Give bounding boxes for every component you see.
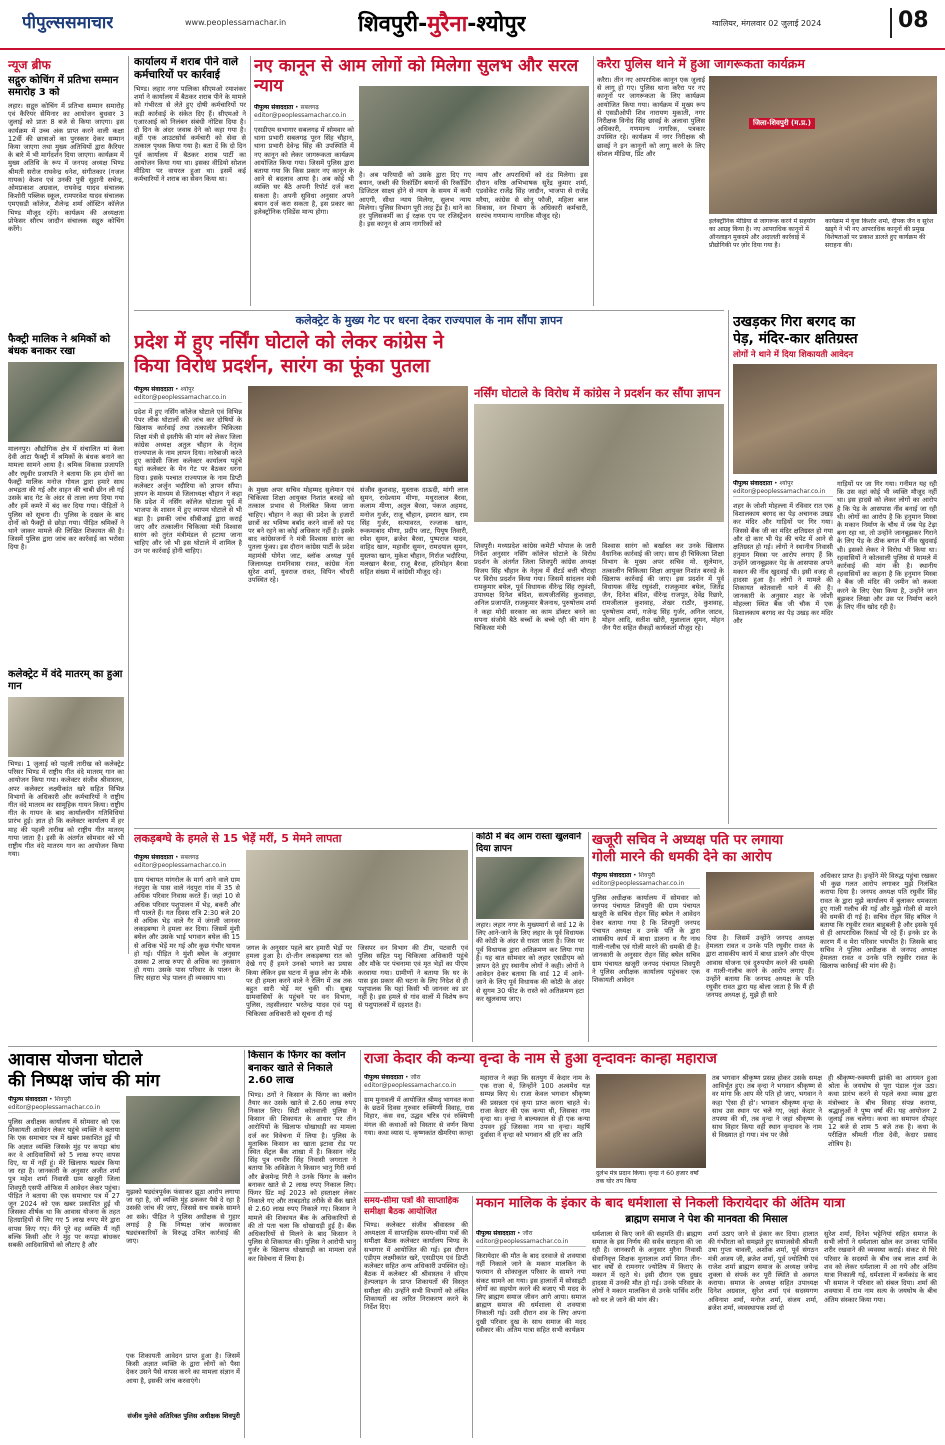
awas-headline-2: की निष्पक्ष जांच की मांग [8, 1071, 160, 1091]
raja-caption: दुर्लभ मंत्र प्रदान किया। वृन्दा ने 60 हजार वर्षों तक घोर तप किया [596, 1170, 699, 1185]
banyan-byline-place: श्योपुर [779, 480, 793, 487]
column-rule [728, 310, 729, 824]
law-meeting-photo [359, 86, 589, 166]
hyena-byline: पीपुल्स संवाददाता • सबलगढ़ editor@peoplessamachar.co.in [134, 854, 240, 871]
law-byline: पीपुल्स संवाददाता • सबलगढ़ editor@peoplessamachar.co.in [254, 104, 354, 121]
raja-body-1: ग्राम मुनावली में आयोजित श्रीमद् भागवत कथा के छठवें दिवस गुरुवार रुक्मिणी विवाह, रास विहार, कंस वध, उद्धव चरित्र एवं रुक्मिणी मंगल की कथाओं को विस्तार से वर्णन किया गया। कथा व्यास पं. कृष्णकांत खैमरिया कान्हा [364, 1096, 474, 1137]
khajuri-byline: पीपुल्स संवाददाता • शिवपुरी editor@peoplessamachar.co.in [592, 872, 700, 889]
brief-body-3: भिण्ड। 1 जुलाई को पहली तारीख को कलेक्ट्रेट परिसर भिण्ड में राष्ट्रीय गीत वंदे मातरम् गान का आयोजन किया गया। कलेक्टर संजीव श्रीवास्तव, अपर कलेक्टर लक्ष्मीकांत खरे सहित विभिन्न विभागों के अधिकारी और कर्मचारियों ने राष्ट्रीय गीत वंदे मातरम का सामूहिक गायन किया। राष्ट्रीय गीत के गायन के बाद कार्यालयीन गतिविधियां प्रारंभ हुई। ज्ञात हो कि कलेक्टर कार्यालय में हर माह की पहली तारीख को राष्ट्रीय गीत मातरम् गाया जाता है। इसी के अंतर्गत सोमवार को भी राष्ट्रीय गीत वंदे मातरम गान का आयोजन किया गया। [8, 760, 124, 859]
section-rule [134, 310, 724, 311]
awas-byline-place: शिवपुरी [54, 1096, 71, 1103]
kothi-headline: कोठी में बंद आम रास्ता खुलवाने दिया ज्ञापन [476, 832, 582, 854]
district-banner: जिला-शिवपुरी (म.प्र.) [749, 118, 815, 129]
banyan-story [733, 314, 937, 824]
news-brief-column [8, 56, 124, 954]
dharmshala-story [476, 1196, 937, 1438]
nursing-body-1: प्रदेश में हुए नर्सिंग कॉलेज घोटाले एवं विभिन्न पेपर लीक घोटालों की जांच कर दोषियों के खिलाफ कार्रवाई तथा तत्कालीन चिकित्सा शिक्षा मंत्री से इस्तीफे की मांग को लेकर जिला कांग्रेस अध्यक्ष अतुल चौहान के नेतृत्व राज्यपाल के नाम ज्ञापन दिया। नारेबाजी करते हुए कांग्रेसी जिला कलेक्टर कार्यालय पहुंचे यहां कलेक्टर के मेन गेट पर बैठकर धरना दिया। इसके पश्चात राज्यपाल के नाम डिप्टी कलेक्टर अर्जुन भदौरिया को ज्ञापन सौंपा। ज्ञापन के माध्यम से जिलाध्यक्ष चौहान ने कहा कि प्रदेश में नर्सिंग कॉलेज घोटाला पूर्व में भाजपा के शासन में हुए व्यापम घोटाले से भी बड़ा है। इसकी जांच सीबीआई द्वारा कराई जाए और तत्कालीन चिकित्सा मंत्री विश्वास सारंग को तुरंत मंत्रीमंडल से हटाया जाना चाहिए और जो भी इस घोटाले में शामिल है उन पर कार्रवाई होनी चाहिए। [134, 408, 242, 556]
nursing-body-3: संजीव कुशवाह, मुस्ताक दाऊदी, मांगी लाल सुमन, राधेश्याम मीणा, मथुरालाल बैरवा, कलाम मीणा, अतुल बैरवा, पंकज अहमद, मनोज गुर्जर, राजू चौहान, इमरान खान, राम सिंह गुर्जर, सत्यावरत, रज्जाक खान, रूकमाबाद मीणा, प्रदीप जाट, पियूष तिवारी, रमेश सुमन, ब्रजेश बैरवा, पुष्पराज यादव, वाहिद खान, महावीर सुमन, रामदयाल सुमन, मुस्तफा खान, मुकेश चौहान, गिर्राज भदौरिया, मलखान बैरवा, राजू बैरवा, हरिमोहन बैरवा सहित संख्या में कांग्रेसी मौजूद रहे। [360, 486, 468, 577]
section-rule [134, 828, 937, 829]
dateline: ग्वालियर, मंगलवार 02 जुलाई 2024 [712, 19, 822, 28]
raja-body-3: तब भगवान श्रीकृष्ण प्रसन्न होकर उसके समक्ष आविर्भूत हुए। तब वृन्दा ने भगवान श्रीकृष्ण से वर मांगा कि आप मेरे पति हो जाए, भगवान ने कहा 'ऐसा ही हो'। भगवान श्रीकृष्ण वृन्दा के साथ उस स्थान पर चले गए, जहां केदार ने तपस्या की थी, तब वृन्दा ने जहां श्रीकृष्ण के साथ विहार किया वही स्थान वृन्दावन के नाम से विख्यात हो गया। मंच पर जैसे [712, 1074, 822, 1140]
awas-caption: मुझको षड्यंत्रपूर्वक फंसाकर झूठा आरोप लगाया जा रहा है, जो व्यक्ति मुंह ढककर पैसे दे रहा है उसकी जांच की जाए, जिससे सच सबके सामने आ सके। पीड़ित ने पुलिस अधीक्षक से गुहार लगाई है कि निष्पक्ष जांच करवाकर षड्यंत्रकारियों के विरुद्ध उचित कार्रवाई की जाए। [126, 1188, 240, 1246]
logo [22, 10, 113, 34]
banyan-email[interactable]: editor@peoplessamachar.co.in [733, 488, 833, 497]
awas-body-1: पुलिस अधीक्षक कार्यालय में सोमवार को एक शिकायती आवेदन लेकर पहुंचे व्यक्ति ने बताया कि एक समाचार पत्र में खबर प्रकाशित हुई थी कि अज्ञात व्यक्ति जिसके मुंह पर कपड़ा बांध कर वे आदिवासियों को 5 लाख रुपए वापस दिए, या में नहीं हूं। मेरे खिलाफ षड्यंत्र किया जा रहा है। जानकारी के अनुसार अजीत शर्मा पुत्र महेश शर्मा निवासी ग्राम खजूरी जिला शिवपुरी एसपी ऑफिस में आवेदन लेकर पहुंचा। पीड़ित ने बताया की एक समाचार पत्र में 27 जून 2024 को एक खबर प्रकाशित हुई थी जिसका शीर्षक था कि आवास योजना के तहत हितग्राहियों से लिए गए 5 लाख रुपए मेरे द्वारा वापस किए गए। मैंने पूरे वह व्यक्ति मैं नहीं बल्कि किसी और ने मुंह पर कपड़ा बांधकर सबकी आदिवासियों को लौटाए है और [8, 1118, 120, 1250]
law-body-3: न्याय और अपराधियों को दंड मिलेगा। इस दौरान वरिष्ठ अभिभाषक सुरेंद्र कुमार शर्मा, एडवोकेट राजेंद्र सिंह जादौन, भाजपा से राजेंद्र मरैया, कांग्रेस से सोनू फौजी, महिला बाल विकास, वन विभाग के अधिकारी कर्मचारी, सरपंच गणमान्य नागरिक मौजूद रहे। [476, 171, 588, 221]
meeting-story [364, 1196, 468, 1438]
raja-email[interactable]: editor@peoplessamachar.co.in [364, 1082, 474, 1091]
khajuri-body-2: दिया है। जिसमें उन्होंने जनपद अध्यक्ष हेमलता रावत व उनके पति रघुवीर रावत के द्वारा शासकीय कार्य में बाधा डालने और पीएम आवास योजना एवं दुरुपयोग करने की धमकी व गाली-गलौच करने के आरोप लगाए हैं। उन्होंने बताया कि जनपद अध्यक्ष के पति रघुवीर रावत द्वारा यह बोला जाता है कि मैं ही जनपद अध्यक्ष हूं, मुझे ही सारे [706, 934, 814, 1000]
kathavachak-photo [596, 1074, 706, 1168]
liquor-story [134, 56, 246, 306]
awas-story [8, 1050, 240, 1438]
meeting-headline: समय-सीमा पत्रों की साप्ताहिक समीक्षा बैठक आयोजित [364, 1196, 459, 1217]
dharmshala-subhead: ब्राह्मण समाज ने पेश की मानवता की मिसाल [625, 1214, 788, 1225]
law-headline: नए कानून से आम लोगों को मिलेगा सुलभ और सरल न्याय [254, 56, 579, 96]
khajuri-body-1: पुलिस अधीक्षक कार्यालय में सोमवार को जनपद पंचायत शिवपुरी की ग्राम पंचायत खजूरी के सचिव रोहन सिंह बघेल ने आवेदन देकर बताया गया है कि शिवपुरी जनपद पंचायत अध्यक्ष व उनके पति के द्वारा शासकीय कार्य में बाधा डालना व गैर नाथ गाली-गलौच एवं गोली मारने की धमकी दी है। जानकारी के अनुसार रोहन सिंह बघेल सचिव ग्राम पंचायत खजूरी जनपद पंचायत शिवपुरी ने पुलिस अधीक्षक कार्यालय पहुंचकर एक शिकायती आवेदन [592, 894, 700, 985]
logo-left: पीपुल्स [22, 13, 66, 33]
dharmshala-byline: पीपुल्स संवाददाता • जौरा editor@peoplessamachar.co.in [476, 1230, 586, 1247]
law-body-2: है। अब फरियादी को उसके द्वारा दिए गए बयान, जब्ती की रिकॉर्डिंग बयानों की रिकॉर्डिंग डिजिटल साक्ष्य होने से न्याय के समय में कमी आएगी, सीधा न्याय मिलेगा, सुलभ न्याय मिलेगा। पुलिस विभाग पूरी तरह ट्रेंड है। थाने का हर पुलिसकर्मी का ई रक्षक एप पर रजिस्ट्रेशन है। इस कानून से आम नागरिकों को [359, 171, 471, 229]
banyan-headline-1: उखड़कर गिरा बरगद का [733, 314, 855, 330]
column-rule [244, 1050, 245, 1438]
column-rule [472, 832, 473, 1042]
brief-headline-1: सद्गुरु कोचिंग में प्रतिभा सम्मान समारोह 3 को [8, 75, 119, 98]
hyena-body-2: जगल के अनुसार पहले बार हमारी भेड़ों पर हमला हुआ है। दो-तीन लकड़बग्घा रात को देखे गए हैं हमने उनको भगाने का प्रयास किया लेकिन इस घटना में कुछ लोग के मौके पर ही हमला करने वाले ने रेलिंग में तब तक बहुत सारी भेड़ें मर चुकी थी। सुबह ग्रामवासियों के पहुंचने पर वन विभाग, पुलिस, तहसीलदार भरतेन्द्र यादव एवं पशु चिकित्सा अधिकारी को सूचना दी गई [246, 944, 352, 1018]
dharmshala-email[interactable]: editor@peoplessamachar.co.in [476, 1238, 586, 1247]
nursing-email[interactable]: editor@peoplessamachar.co.in [134, 394, 242, 403]
karera-captions [709, 218, 937, 306]
banyan-body-1: शहर के जोशी मोहल्ला में रविवार रात एक विशालकाय बरगद का पेड़ अचानक उखड़ कर मंदिर और गाड़ियों पर गिर गया। जिससे बैंक जी का मंदिर क्षतिग्रस्त हो गया और दो कार भी पेड़ की चपेट में आने से क्षतिग्रस्त हो गई। लोगों ने स्थानीय निवासी हनुमान मिस्त्रा पर आरोप लगाए हैं कि उन्होंने जानबूझकर पेड़ के आसपास अपने मकान की नींव खुदवाई थी। इसी वजह से हादसा हुआ है। लोगों ने मामले की शिकायत कोतवाली थाने में की है। जानकारी के अनुसार शहर के जोशी मोहल्ला स्थित बैंक जी चौक में एक विशालकाय बरगद का पेड़ उखड़ कर मंदिर और [733, 502, 833, 625]
site-url[interactable]: www.peoplessamachar.in [185, 18, 287, 27]
brief-body-1: लहार। सद्गुरु कोचिंग में प्रतिभा सम्मान समारोह एवं कैरियर सेमिनार का आयोजन बुधवार 3 जुलाई को प्रातः 8 बजे से किया जाएगा। इस कार्यक्रम में उच्च अंक प्राप्त करने वाली कक्षा 12वीं की छात्राओं का पुरस्कार देकर सम्मान किया जाएगा तथा मुख्य अतिथियों द्वारा कैरियर के बारे में भी मार्गदर्शन दिया जाएगा। कार्यक्रम में मुख्य अतिथि के रूप में जनपद अध्यक्ष भिण्ड श्रीमती सरोज राघवेन्द्र धनेश, संगीतकार (गजल गायक) केशव एवं उनकी पुत्री सुहानी सचेन्द्र, ओमप्रकाश अग्रवाल, राघवेन्द्र यादव संचालक किशोरी पब्लिक स्कूल, रामपरवेश यादव संचालक एमएसडी कॉलेज, शैलेन्द्र शर्मा ऑस्टिन कॉलेज भिण्ड मौजूद रहेंगे। कार्यक्रम की अध्यक्षता प्रोफेसर सौरभ जादौन संचालक सद्गुरु कोचिंग करेंगे। [8, 102, 124, 234]
khajuri-byline-name: पीपुल्स संवाददाता [592, 872, 632, 879]
hyena-story [134, 832, 468, 1042]
kisan-headline: किसान के फिंगर का क्लोन बनाकर खाते से निकाले 2.60 लाख [248, 1050, 346, 1086]
raja-byline: पीपुल्स संवाददाता • जौरा editor@peoplessamachar.co.in [364, 1074, 474, 1091]
brief-headline-2: फैक्ट्री मालिक ने श्रमिकों को बंधक बनाकर रखा [8, 334, 111, 357]
karera-body: करैरा। तीन नए आपराधिक कानून एक जुलाई से लागू हो गए। पुलिस थाना करैरा पर नए कानूनों पर जागरूकता के लिए कार्यक्रम आयोजित किया गया। कार्यक्रम में मुख्य रूप से एसडीओपी शिव नारायण मुकाती, नगर निरीक्षक विनोद सिंह छावई के अलावा पुलिस अधिकारी, गणमान्य नागरिक, पत्रकार उपस्थित रहे। कार्यक्रम में नगर निरीक्षक श्री छावई ने इन कानूनों को लागू करने के लिए सोशल मीडिया, प्रिंट और [597, 76, 705, 158]
dharmshala-headline: मकान मालिक के इंकार के बाद धर्मशाला से निकली किरायेदार की अंतिम यात्रा [476, 1196, 845, 1211]
khajuri-headline-2: गोली मारने की धमकी देने का आरोप [592, 849, 772, 865]
nursing-byline-name: पीपुल्स संवाददाता [134, 386, 174, 393]
kisan-story [248, 1050, 356, 1438]
raja-body-2: महाराज ने कहा कि सतयुग में केदार नाम के एक राजा थे, जिन्होंने 100 अश्वमेध यज्ञ सम्पन्न किए थे। राजा केवल भगवान श्रीकृष्ण की प्रसन्नता एवं कृपा प्राप्त करना चाहते थे। राजा केदार की एक कन्या थी, जिसका नाम वृन्दा था। वृन्दा ने बाल्यकाल से ही एक कन्या उपवन हुई जिसका नाम था वृन्दा। महर्षि दुर्वासा ने वृन्दा को भगवान श्री हरि का अति [480, 1074, 590, 1140]
dharmshala-body-4: सुरेश शर्मा, दिनेश भट्टेनियां सहित समाज के सभी लोगों ने धर्मशाला खोल कर उनका पार्थिव शरीर रखवाने की व्यवस्था कराई। संकट से घिरे परिवार के सदस्यों के बीच जब लाल शर्मा के शव को लेकर धर्मशाला में आ गये और अंतिम यात्रा निकाली गई, धर्मशाला में कर्मकांड के बाद भी समाज ने परिवार को संबल दिया। शर्मा की शवयात्रा में राम नाम सत्य के जयघोष के बीच अंतिम संस्कार किया गया। [824, 1230, 937, 1304]
khajuri-headline-1: खजूरी सचिव ने अध्यक्ष पति पर लगाया [592, 832, 783, 848]
banyan-body-2: गाड़ियों पर जा गिर गया। गनीमत यह रही कि उस वहां कोई भी व्यक्ति मौजूद नहीं था। इस हादसे को लेकर लोगों का आरोप है कि पेड़ के आसपास नींव बनाई जा रही थी। लोगों का आरोप है कि हनुमान मिस्त्रा के मकान निर्माण के चौथ में जब पेड़ टेढ़ा बना रहा था, तो उन्होंने जानबूझकर गिराने के लिए पेड़ के ठीक बगल में नींव खुदवाई थी। इसको लेकर ने विरोध भी किया था। रहवासियों ने कोतवाली पुलिस से मामले में कार्रवाई की मांग की है। स्थानीय रहवासियों का कहना है कि हनुमान मिस्त्रा ने बैंक जी मंदिर की जमीन को कब्जा करने के लिए ऐसा किया है, उन्होंने जान बूझकर लिखा और उस पर निर्माण करने के लिए नींव खोद रही है। [837, 480, 937, 612]
section-rule [8, 1046, 937, 1047]
vande-mataram-photo [8, 697, 124, 757]
column-rule [593, 56, 594, 306]
dead-sheep-photo [246, 850, 468, 940]
law-body-1: एसडीएम सभागार सबलगढ़ में सोमवार को थाना प्रभारी सबलगढ़ पूरन सिंह चौहान, थाना प्रभारी देवेन्द्र सिंह की उपस्थिति में नए कानून को लेकर जागरूकता कार्यक्रम आयोजित किया गया। जिसमें पुलिस द्वारा बताया गया कि किस प्रकार नए कानून के आने से बदलाव आया है। अब कोई भी व्यक्ति घर बैठे अपनी रिपोर्ट दर्ज करा सकता है। अपनी सुविधा अनुसार अपने बयान दर्ज करा सकता है, इस प्रकार का इलेक्ट्रॉनिक एविडेंस मान्य होगा। [254, 126, 354, 217]
raja-body-4: ही श्रीकृष्ण-रुक्मणी झांकी का आगमन हुआ श्रोता के जयघोष से पूरा पंडाल गूंज उठा। कथा प्रारंभ करने से पहले कथा व्यास द्वारा मंत्रोच्चार के बीच विवाह संपन्न कराया, श्रद्धालुओं ने पुष्प वर्षा की। यह आयोजन 2 जुलाई तक चलेगा। कथा का समापन दोपहर 12 बजे से शाम 5 बजे तक है। कथा के परीक्षित श्रीमती गीता देवी, केदार प्रसाद शोत्रिय है। [828, 1074, 937, 1148]
hyena-headline: लकड़बग्घे के हमले से 15 भेड़ें मरीं, 5 मेमने लापता [134, 832, 342, 845]
karera-photo [709, 76, 937, 214]
hyena-body-3: जिसपर वन विभाग की टीम, पटवारी एवं पुलिस सहित पशु चिकित्सा अधिकारी पहुंचे और मौके पर पंचनामा एवं मृत भेड़ों का पीएम करवाया गया। ग्रामीणों ने बताया कि घर के पास इस प्रकार की घटना के लिए निदेश से ही पशुपालक कि यहां किसी भी जानवर का डर नहीं है। इस हमले से गांव वालों में विशेष रूप से पशुपालकों में दहशत है। [358, 944, 468, 1010]
meeting-body: भिण्ड। कलेक्टर संजीव श्रीवास्तव की अध्यक्षता में साप्ताहिक समय-सीमा पत्रों की समीक्षा बैठक कलेक्टर कार्यालय भिण्ड के सभागार में आयोजित की गई। इस दौरान एडीएम लक्ष्मीकांत खरे, एसडीएम एवं डिप्टी कलेक्टर सहित अन्य अधिकारी उपस्थित रहे। बैठक में कलेक्टर श्री श्रीवास्तव ने सीएम हेल्पलाइन के प्राप्त शिकायतों की विस्तृत समीक्षा की। उन्होंने सभी विभागों को लंबित शिकायतों का त्वरित निराकरण करने के निर्देश दिए। [364, 1221, 468, 1312]
karera-caption-right: कार्यक्रम में युवा किशोर शर्मा, दीपक जैन व सुरेश खड्गे ने भी नए आपराधिक कानूनों की प्रमुख विशेषताओं पर प्रकाश डालते हुए कार्यक्रम की सराहना की। [825, 218, 934, 249]
awas-byline: पीपुल्स संवाददाता • शिवपुरी editor@peoplessamachar.co.in [8, 1096, 120, 1113]
awas-note-name: संजीव मुलेसे अतिरिक्त पुलिस अधीक्षक शिवपुरी [127, 1412, 240, 1420]
raja-byline-place: जौरा [410, 1074, 421, 1081]
hyena-email[interactable]: editor@peoplessamachar.co.in [134, 862, 240, 871]
khajuri-byline-place: शिवपुरी [638, 872, 655, 879]
masthead [0, 0, 945, 50]
nursing-kicker: कलेक्ट्रेट के मुख्य गेट पर धरना देकर राज्यपाल के नाम सौंपा ज्ञापन [295, 314, 563, 327]
khajuri-body-3: अधिकार प्राप्त है। इन्होंने मेरे विरुद्ध पहुंचा रखकर भी कुछ गलत आरोप लगाकर मुझे निलंबित कराया दिया है। जनपद अध्यक्ष पति रघुवीर सिंह रावत के द्वारा मुझे कार्यालय में बुलाकर धमकाता हुए गाली गलौच की गई और मुझे गोली से मारने की धमकी दी गई है। सचिव रोहन सिंह बघिल ने बताया कि रघुवीर रावत बाहुबली है और इसके पूर्व से ही आपराधिक रिकार्ड भी रहे हैं। इनके डर के कारण मैं व मेरा परिवार भयभीत है। जिसके बाद सचिव ने पुलिस अधीक्षक से जनपद अध्यक्ष हेमलता रावत व उनके पति रघुवीर रावत के खिलाफ कार्रवाई की मांग की है। [820, 872, 937, 971]
page-number: 08 [890, 8, 930, 38]
awas-officer-quote [126, 1352, 240, 1436]
nursing-headline-1: प्रदेश में हुए नर्सिंग घोटाले को लेकर कांग्रेस ने [134, 331, 444, 353]
news-brief-label: न्यूज ब्रीफ [8, 58, 51, 72]
awas-email[interactable]: editor@peoplessamachar.co.in [8, 1104, 120, 1113]
nursing-byline: पीपुल्स संवाददाता • श्योपुर editor@peoplessamachar.co.in [134, 386, 242, 403]
nursing-headline-2: किया विरोध प्रदर्शन, सारंग का फूंका पुतला [134, 355, 430, 377]
law-story [254, 56, 589, 306]
nursing-story [134, 314, 724, 824]
law-byline-name: पीपुल्स संवाददाता [254, 104, 294, 111]
nursing2-body-1: शिवपुरी। मध्यप्रदेश कांग्रेस कमेटी भोपाल के जारी निर्देश अनुसार नर्सिंग कॉलेज घोटाले के विरोध प्रदर्शन के अंतर्गत जिला शिवपुरी कांग्रेस अध्यक्ष विजय सिंह चौहान के नेतृत्व में सैंटर्ड बत्ती चौराहा पर विरोध प्रदर्शन किया गया। जिसमें सांदलन मंत्री रामकुमार बघेल, पूर्व विधायक वीरेन्द्र सिंह रघुवंशी, उपाध्यक्ष दिनेश बंदिश, सत्यजीतसिंह कुशवाहा, अनिल प्रजापति, राजकुमार बैजनाथ, पुरुषोत्तम शर्मा ने कहा मोदी सरकार का काम डॉक्टर बनने का सपना संजोये बैठे बच्चों के बच्चे रही की मांग है चिकित्सा मंत्री [474, 542, 596, 633]
section-title-b: मुरैना [427, 12, 468, 37]
nursing2-body-2: विश्वास सारंग को बर्खास्त कर उनके खिलाफ वैधानिक कार्रवाई की जाए। साथ ही चिकित्सा शिक्षा विभाग के मुख्य अपर सचिव मो. सुलेमान, तत्कालीन चिकित्सा शिक्षा आयुक्त निशांत बरवड़े के खिलाफ कार्रवाई की जाए। इस प्रदर्शन में पूर्व विधायक वीरेंद्र रघुवंशी, राजकुमार बघेल, जितेंद्र जैन, दिनेश बंदिश, वीरेन्द्र राजपूत, देवेंद्र रिछारे, रामजीलाल कुशवाह, शेखर राठौर, कुशवाह, पुरुषोत्तम शर्मा, गजेन्द्र सिंह गुर्जर, अनिल जाटव, मोहन आदि, सतीश खोरी, मुन्नालाल सुमन, मोहन जैन पैरा सहित सैकड़ों कार्यकर्ता मौजूद रहे। [602, 542, 724, 633]
kisan-body: भिण्ड। ठगों ने किसान के फिंगर का क्लोन तैयार कर उसके खाते से 2.60 लाख रुपए निकाल लिए। सिटी कोतवाली पुलिस ने किसान की शिकायत के आधार पर तीन आरोपियों के खिलाफ धोखाधड़ी का मामला दर्ज कर विवेचना में लिया है। पुलिस के मुताबिक किसान का खाता इटावा रोड पर स्थित सेंट्रल बैंक शाखा में है। किसान नरेंद्र सिंह पुत्र रणवीर सिंह निवासी जगराता ने बताया कि अविक्रेता ने किसान भानु गिरी वर्मा और ब्रेजमेन्द्र गिरी ने उनके फिंगर के क्लोन बनाकर खाते से 2 लाख रुपए निकाल लिए। फिंगर प्रिंट मई 2023 को हस्ताक्षर लेकर निकाले गए और ताबड़तोड़ तरीके से बैंक खाते से 2.60 लाख रुपए निकाले गए। किसान ने मामले की शिकायत बैंक के अधिकारियों से की तो पता चला कि धोखाधड़ी हुई है। बैंक अधिकारियों से मिलने के बाद किसान ने पुलिस से शिकायत की। पुलिस ने आरोपी भानु गुर्जर के खिलाफ धोखाधड़ी का मामला दर्ज कर विवेचना में लिया है। [248, 1090, 356, 1263]
raja-headline: राजा केदार की कन्या वृन्दा के नाम से हुआ वृन्दावनः कान्हा महाराज [364, 1051, 717, 1067]
law-byline-place: सबलगढ़ [300, 104, 319, 111]
nursing2-headline: नर्सिंग घोटाले के विरोध में कांग्रेस ने प्रदर्शन कर सौंपा ज्ञापन [474, 386, 721, 400]
karera-story [597, 56, 937, 216]
dharmshala-body-3: शर्मा उठाए जाने से इंकार कर दिया। हालात की गंभीरता को समझते हुए समाजसेवी श्रीमती उषा गुप्ता चावली, अशोक शर्मा, पूर्व संगठन मंत्री अजय जी, ब्रजेश शर्मा, पूर्व ज्योतिषी एवं राजेश शर्मा ब्राह्मण समाज के अध्यक्ष जयेन्द्र शुक्ला से संपर्क कर पूरी स्थिति से अवगत कराया। समाज के अध्यक्ष सहित उपाध्यक्ष दिनेश अग्रवाल, सुरेश शर्मा एवं सदस्यगण अविनाश शर्मा, मनोज शर्मा, संजय शर्मा, ब्रजेश शर्मा, व्यवस्थापक शर्मा दो [708, 1230, 818, 1312]
congress-memo-photo [474, 404, 724, 522]
section-title-c: -श्योपुर [467, 12, 526, 37]
section-title-a: शिवपुरी- [358, 12, 428, 37]
awas-headline-1: आवास योजना घोटाले [8, 1050, 143, 1070]
hyena-byline-place: सबलगढ़ [180, 854, 199, 861]
complainant-photo [126, 1096, 240, 1184]
sachiv-photo [706, 872, 814, 930]
awas-note: एक शिकायती आवेदन प्राप्त हुआ है। जिसमें किसी अज्ञात व्यक्ति के द्वारा लोगों को पैसा देकर उसने पैसे वापस करने का मामला संज्ञान में आया है, इसकी जांच करवाएंगे। [126, 1352, 240, 1385]
banyan-byline: पीपुल्स संवाददाता • श्योपुर editor@peoplessamachar.co.in [733, 480, 833, 497]
column-rule [360, 1050, 361, 1438]
liquor-body: भिण्ड। लहार नगर पालिका सीएमओ रमाशंकर शर्मा ने कार्यालय में बैठकर शराब पीने के मामले को गंभीरता से लेते हुए दोषी कर्मचारियों पर कड़ी कार्रवाई के संकेत दिए हैं। सीएमओ ने एआरआई को निलंबन संबंधी नोटिस दिया है। दो दिन के अंदर जवाब देने को कहा गया है। वहीं एक आउटसोर्स कर्मचारी को सेवा से तत्काल पृथक किया गया है। बता दें कि दो दिन पूर्व कार्यालय में बैठकर शराब पार्टी का आयोजन किया गया था। इसका वीडियो सोशल मीडिया पर वायरल हुआ था। इसमें कई कर्मचारियों ने शराब का सेवन किया था। [134, 85, 246, 184]
banyan-byline-name: पीपुल्स संवाददाता [733, 480, 773, 487]
karera-caption-left: इलेक्ट्रॉनिक मीडिया से जागरूक करने में सहयोग का आग्रह किया है। नए आपराधिक कानूनों में ऑनलाइन मुकदमे और अदालती कार्रवाई में प्रौद्योगिकी पर ज़ोर दिया गया है। [709, 218, 816, 249]
brief-headline-3: कलेक्ट्रेट में वंदे मातरम् का हुआ गान [8, 669, 123, 692]
dharmshala-byline-place: जौरा [522, 1230, 533, 1237]
fallen-tree-photo [733, 364, 937, 474]
awas-byline-name: पीपुल्स संवाददाता [8, 1096, 48, 1103]
effigy-burning-photo [248, 386, 468, 482]
logo-right: समाचार [65, 13, 114, 33]
nursing-body-2: के मुख्य अपर सचिव मोहम्मद सुलेमान एवं चिकित्सा शिक्षा आयुक्त निशांत बरवड़े को तत्काल प्रभाव से निलंबित किया जाना चाहिए। चौहान ने कहा की प्रदेश के हजारों छात्रों का भविष्य बर्बाद करने वालों को पद पर बने रहने का कोई अधिकार नहीं है। इसके बाद कांग्रेसजनों ने मंत्री विश्वास सारंग का पुतला फूंका। इस दौरान कांग्रेस पार्टी के प्रदेश महामंत्री योगेश जाट, ब्लॉक अध्यक्ष पूर्व जिलाध्यक्ष रामनिवास रावत, कांग्रेस नेता सुरेश शर्मा, युवराज रावत, विपिन चौधरी उपस्थित रहे। [248, 486, 354, 585]
kothi-body: लहार। लहार नगर के मुख्यमार्ग से वार्ड 12 के लिए आने-जाने के लिए लहार के पूर्व विधायक की कोठी के अंदर से रास्ता जाता है। जिस पर पूर्व विधायक द्वारा अतिक्रमण कर लिया गया है। यह बात सोमवार को लहार एसडीएम को ज्ञापन देते हुए स्थानीय लोगों ने कही। लोगों ने आवेदन देकर बताया कि वार्ड 12 में आने-जाने के लिए पूर्व विधायक की कोठी के अंदर से सुगम 30 फीट के रास्ते को अतिक्रमण हटा कर खुलवाया जाए। [476, 921, 584, 1003]
khajuri-story [592, 832, 937, 1042]
column-rule [128, 56, 129, 954]
kothi-photo [476, 857, 584, 919]
raja-byline-name: पीपुल्स संवाददाता [364, 1074, 404, 1081]
karera-headline: करैरा पुलिस थाने में हुआ जागरूकता कार्यक्रम [597, 56, 805, 71]
liquor-headline: कार्यालय में शराब पीने वाले कर्मचारियों पर कार्रवाई [134, 56, 239, 81]
raja-story [364, 1050, 937, 1190]
column-rule [250, 56, 251, 306]
dharmshala-body-2: धर्मशाला से किए जाने की सहमति दी। ब्राह्मण समाज के इस निर्णय की सर्वत्र सराहना की जा रही है। जानकारी के अनुसार मुरैना निवासी सेवानिवृत्त शिक्षक मूनालाल शर्मा विगत तीन-चार वर्षों से रामनगर ज्योतिष में किराए के मकान में रहते थे। इसी दौरान एक दुखद हादसा में उनकी मौत हो गई। उनके परिवार के लोगों ने मकान मालकिन से उनके पार्थिव शरीर को घर ले जाने की मांग की। [592, 1230, 702, 1304]
banyan-subhead: लोगों ने थाने में दिया शिकायती आवेदन [733, 350, 854, 360]
section-rule [364, 1192, 937, 1193]
column-rule [588, 832, 589, 1042]
section-title [358, 8, 526, 38]
khajuri-email[interactable]: editor@peoplessamachar.co.in [592, 880, 700, 889]
dharmshala-body-1: किरायेदार की मौत के बाद दरवाजे से शवयात्रा नहीं निकाले जाने के मकान मालकिन के फरमान से शोकाकुल परिवार के सामने नया संकट सामने आ गया। इस हालातों में सोसाइटी लोगों का सहयोग करने की बजाए भी मदद के लिए ब्राह्मण समाज जीवन आगे आया। समाज ब्राह्मण समाज की धर्मशाला से शवयात्रा निकाली गई। उसी दौरान शव के लिए अपना दुखी परिवार दुख के साथ समाज की मदद स्वीकार की। अंतिम यात्रा सहित सभी कार्यक्रम [476, 1252, 586, 1334]
column-rule [472, 1196, 473, 1438]
nursing-byline-place: श्योपुर [180, 386, 194, 393]
brief-body-2: मालनपुर। औद्योगिक क्षेत्र में संचालित मां केला देवी आटा फैक्ट्री में श्रमिकों के बंधक बनाने का मामला सामने आया है। श्रमिक विकास प्रजापति और रघुवीर प्रजापति ने बताया कि हम दोनों का फैक्ट्री मालिक मनोज गोयल द्वारा हमारे साथ अभद्रता की गई और वाहन की चाबी छीन ली गई उसके बाद गेट के अंदर से ताला लगा दिया गया और हमें कमरे में बंद कर दिया गया। पीड़ितों ने पुलिस को सूचना दी। पुलिस के दखल के बाद दोनों को फैक्ट्री से छोड़ा गया। पीड़ित श्रमिकों ने थाने जाकर मामले की लिखित शिकायत की है। जिसमें पुलिस द्वारा जांच कर कार्रवाई का भरोसा दिया है। [8, 445, 124, 552]
hyena-body-1: ग्राम पंचायत मांगरोल के मार्ग आने वाले ग्राम नंदपुरा के पास वाले नंदपुरा गांव में 35 से अधिक परिवार निवास करते हैं। जहां 10 से अधिक परिवार पशुपालन में भेड़, बकरी और गौ पालते हैं। गत दिवस रात्रि 2:30 बजे 20 से अधिक भेड़ वाले गैर में जंगली जानवर लकड़बग्घा ने हमला कर दिया। जिसमें मुंशी बघेल और उसके भाई भगवान बघेल की 15 से अधिक भेड़ें मर गई और कुछ गंभीर घायल हो गई। पीड़ित ने मुंशी बघेल के अनुसार उसका 2 लाख रुपए से अधिक का नुकसान हो गया। उसके पास परिवार के पालन के लिए सहारा भेड़ पालन ही व्यवसाय था। [134, 876, 240, 983]
banyan-headline-2: पेड़, मंदिर-कार क्षतिग्रस्त [733, 331, 858, 347]
dharmshala-byline-name: पीपुल्स संवाददाता [476, 1230, 516, 1237]
law-email[interactable]: editor@peoplessamachar.co.in [254, 112, 354, 121]
workers-photo [8, 362, 124, 442]
hyena-byline-name: पीपुल्स संवाददाता [134, 854, 174, 861]
kothi-story [476, 832, 584, 1042]
nursing-shivpuri-story [474, 386, 724, 820]
